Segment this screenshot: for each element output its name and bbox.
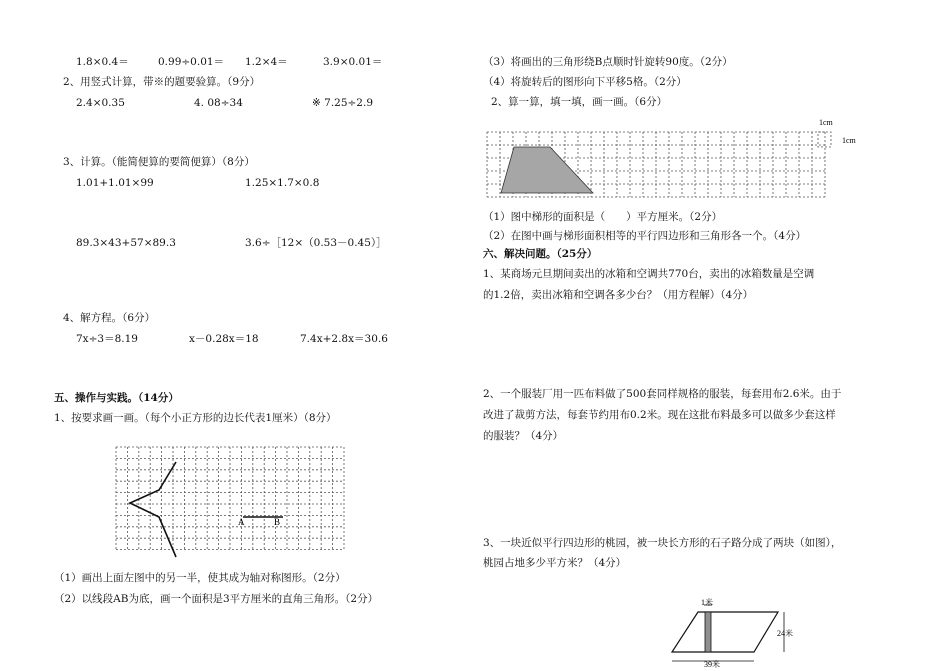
q4-item-3: 7.4x+2.8x＝30.6 (300, 333, 388, 345)
q3-item-3: 89.3×43+57×89.3 (76, 237, 176, 249)
unit-top-label: 1cm (819, 118, 833, 127)
path-width-label: 1米 (701, 598, 713, 607)
left-grid-figure (114, 445, 346, 570)
q4-item-1: 7x÷3＝8.19 (76, 333, 138, 345)
point-a-label: A (238, 517, 245, 527)
q4-title: 4、解方程。（6分） (63, 312, 156, 324)
q4-item-2: x－0.28x＝18 (189, 333, 259, 345)
trapezoid-area-question: （1）图中梯形的面积是（ ）平方厘米。（2分） (483, 211, 723, 223)
problem-2-line-1: 2、一个服装厂用一匹布料做了500套同样规格的服装，每套用布2.6米。由于 (483, 388, 842, 400)
problem-1-line-1: 1、某商场元旦期间卖出的冰箱和空调共770台，卖出的冰箱数量是空调 (483, 268, 815, 280)
section-5-sub1: （1）画出上面左图中的另一半，使其成为轴对称图形。（2分） (54, 572, 346, 584)
problem-2-line-2: 改进了裁剪方法，每套节约用布0.2米。现在这批布料最多可以做多少套这样 (483, 409, 836, 421)
trapezoid (501, 147, 593, 193)
section-6-title: 六、解决问题。（25分） (483, 248, 598, 260)
q3-item-4: 3.6÷［12×（0.53－0.45）］ (245, 237, 387, 249)
draw-equal-area-question: （2）在图中画与梯形面积相等的平行四边形和三角形各一个。（4分） (483, 230, 807, 242)
q2-item-3: ※ 7.25÷2.9 (312, 97, 374, 109)
q2-title: 2、用竖式计算，带※的题要验算。（9分） (63, 76, 261, 88)
left-grid-lines (116, 447, 344, 550)
q2-calc-fill-draw: 2、算一算，填一填，画一画。（6分） (491, 96, 668, 108)
section-5-sub2: （2）以线段AB为底，画一个面积是3平方厘米的直角三角形。（2分） (54, 593, 379, 605)
oral-calc-1: 1.8×0.4＝ (76, 56, 129, 68)
oral-calc-2: 0.99÷0.01＝ (158, 56, 225, 68)
q2-item-2: 4. 08÷34 (194, 97, 243, 109)
problem-1-line-2: 的1.2倍，卖出冰箱和空调各多少台？（用方程解）（4分） (483, 289, 754, 301)
oral-calc-3: 1.2×4＝ (245, 56, 288, 68)
q3-item-1: 1.01+1.01×99 (76, 177, 154, 189)
gravel-path (705, 612, 711, 652)
translate-instruction: （4）将旋转后的图形向下平移5格。（2分） (483, 76, 687, 88)
parallelogram-orchard (672, 612, 778, 652)
problem-3-line-1: 3、一块近似平行四边形的桃园，被一块长方形的石子路分成了两块（如图）， (483, 537, 842, 549)
problem-2-line-3: 的服装？（4分） (483, 430, 564, 442)
oral-calc-4: 3.9×0.01＝ (323, 56, 383, 68)
height-label: 24米 (777, 629, 793, 638)
q3-title: 3、计算。（能简便算的要简便算）（8分） (63, 156, 255, 168)
section-5-title: 五、操作与实践。（14分） (54, 392, 179, 404)
half-figure-outline (130, 462, 176, 557)
orchard-figure (660, 596, 810, 671)
problem-3-line-2: 桃园占地多少平方米？（4分） (483, 557, 627, 569)
rotate-instruction: （3）将画出的三角形绕B点顺时针旋转90度。（2分） (483, 56, 733, 68)
point-b-label: B (274, 517, 281, 527)
section-5-q1: 1、按要求画一画。（每个小正方形的边长代表1厘米）（8分） (54, 412, 337, 424)
q3-item-2: 1.25×1.7×0.8 (245, 177, 320, 189)
base-label: 39米 (704, 660, 720, 669)
unit-right-label: 1cm (842, 136, 856, 145)
q2-item-1: 2.4×0.35 (76, 97, 125, 109)
trapezoid-grid-figure (487, 118, 867, 208)
